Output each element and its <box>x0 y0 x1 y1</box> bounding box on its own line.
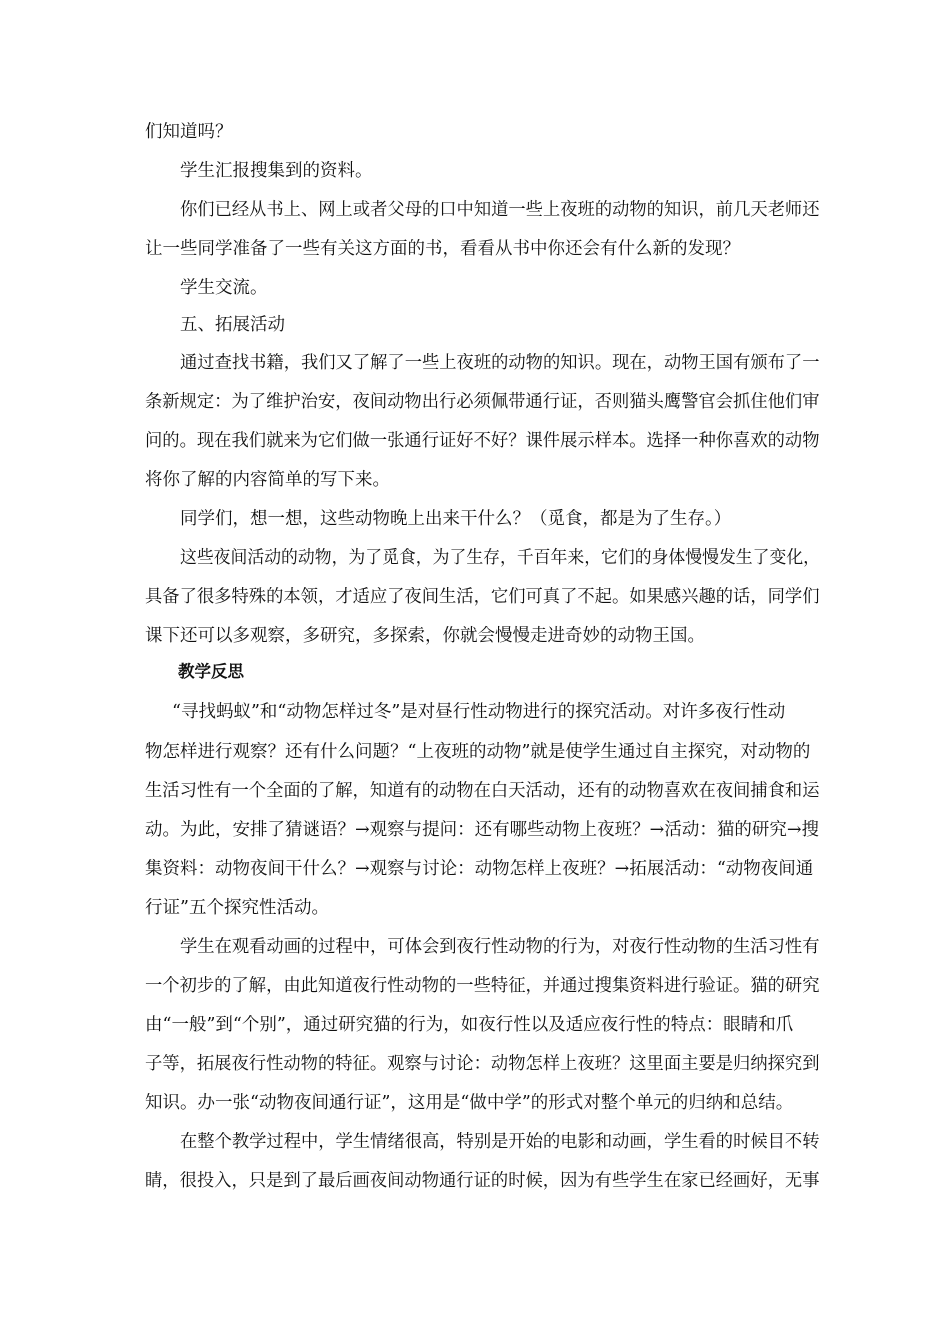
text-line: 课下还可以多观察，多研究，多探索，你就会慢慢走进奇妙的动物王国。 <box>145 626 705 646</box>
text-line: 学生在观看动画的过程中，可体会到夜行性动物的行为，对夜行性动物的生活习性有 <box>180 937 820 957</box>
text-line: 动。为此，安排了猜谜语？→观察与提问：还有哪些动物上夜班？→活动：猫的研究→搜 <box>145 820 819 840</box>
text-line: 同学们，想一想，这些动物晚上出来干什么？（觅食，都是为了生存。） <box>180 509 732 529</box>
text-line: 物怎样进行观察？还有什么问题？“上夜班的动物”就是使学生通过自主探究，对动物的 <box>145 742 811 762</box>
text-line: “寻找蚂蚁”和“动物怎样过冬”是对昼行性动物进行的探究活动。对许多夜行性动 <box>172 702 786 722</box>
text-line: 由“一般”到“个别”，通过研究猫的行为，如夜行性以及适应夜行性的特点：眼睛和爪 <box>145 1015 794 1035</box>
text-line: 通过查找书籍，我们又了解了一些上夜班的动物的知识。现在，动物王国有颁布了一 <box>180 353 820 373</box>
text-line: 子等，拓展夜行性动物的特征。观察与讨论：动物怎样上夜班？这里面主要是归纳探究到 <box>145 1054 820 1074</box>
text-line: 一个初步的了解，由此知道夜行性动物的一些特征，并通过搜集资料进行验证。猫的研究 <box>145 976 820 996</box>
text-line: 生活习性有一个全面的了解，知道有的动物在白天活动，还有的动物喜欢在夜间捕食和运 <box>145 781 820 801</box>
text-line: 知识。办一张“动物夜间通行证”，这用是“做中学”的形式对整个单元的归纳和总结。 <box>145 1093 794 1113</box>
text-line: 行证”五个探究性活动。 <box>145 898 329 918</box>
text-line: 在整个教学过程中，学生情绪很高，特别是开始的电影和动画，学生看的时候目不转 <box>180 1132 820 1152</box>
text-line: 这些夜间活动的动物，为了觅食，为了生存，千百年来，它们的身体慢慢发生了变化， <box>180 548 820 568</box>
text-line: 问的。现在我们就来为它们做一张通行证好不好？课件展示样本。选择一种你喜欢的动物 <box>145 431 820 451</box>
section-heading: 五、拓展活动 <box>180 315 285 335</box>
text-line: 具备了很多特殊的本领，才适应了夜间生活，它们可真了不起。如果感兴趣的话，同学们 <box>145 587 820 607</box>
text-line: 让一些同学准备了一些有关这方面的书，看看从书中你还会有什么新的发现？ <box>145 239 740 259</box>
text-line: 集资料：动物夜间干什么？→观察与讨论：动物怎样上夜班？→拓展活动：“动物夜间通 <box>145 859 814 879</box>
text-line: 们知道吗？ <box>145 122 233 142</box>
reflection-heading: 教学反思 <box>178 662 244 681</box>
text-line: 学生交流。 <box>180 278 268 298</box>
text-line: 你们已经从书上、网上或者父母的口中知道一些上夜班的动物的知识，前几天老师还 <box>180 200 820 220</box>
text-line: 条新规定：为了维护治安，夜间动物出行必须佩带通行证，否则猫头鹰警官会抓住他们审 <box>145 392 820 412</box>
text-line: 睛，很投入，只是到了最后画夜间动物通行证的时候，因为有些学生在家已经画好，无事 <box>145 1171 820 1191</box>
text-line: 将你了解的内容简单的写下来。 <box>145 470 390 490</box>
text-line: 学生汇报搜集到的资料。 <box>180 161 373 181</box>
